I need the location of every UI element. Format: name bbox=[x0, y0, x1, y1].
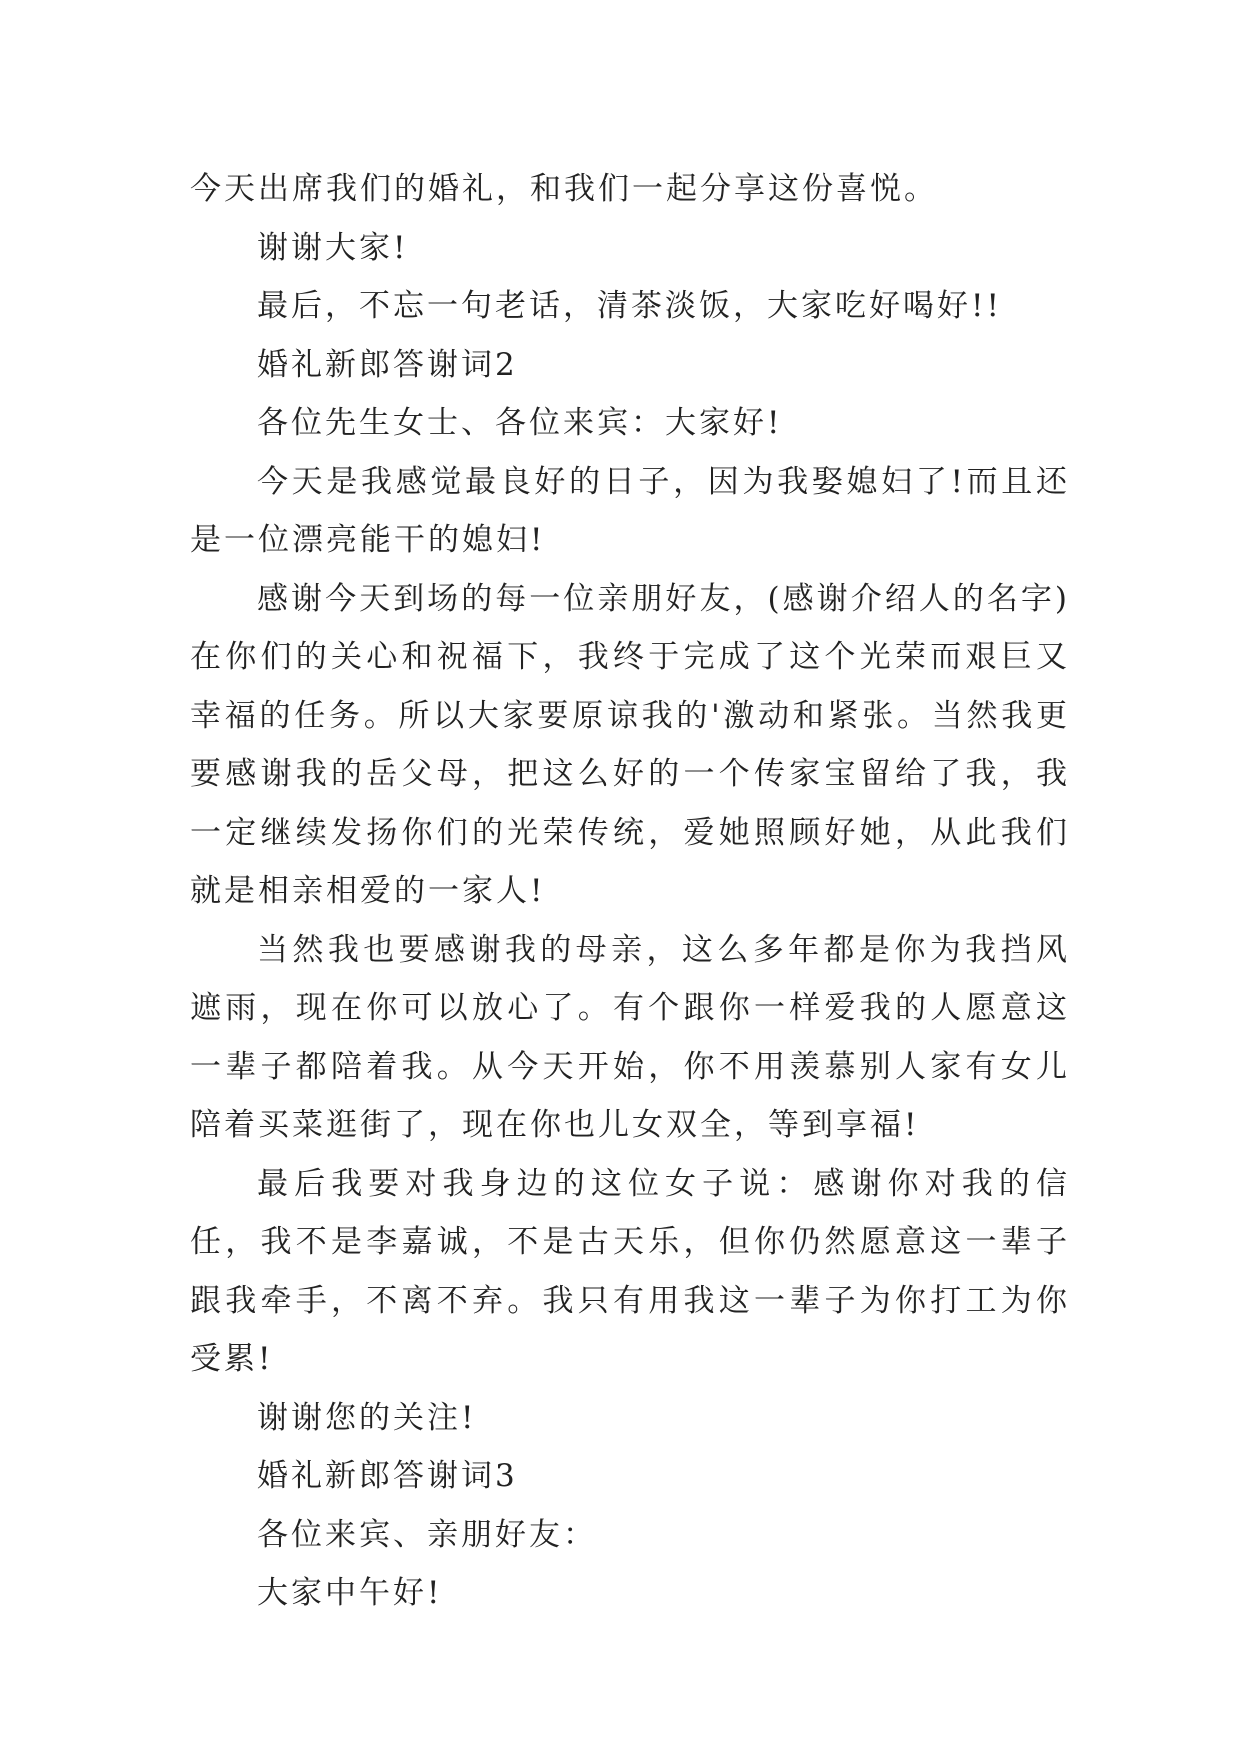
paragraph: 各位来宾、亲朋好友： bbox=[257, 1516, 597, 1553]
section-heading: 婚礼新郎答谢词3 bbox=[257, 1458, 518, 1494]
section-heading: 婚礼新郎答谢词2 bbox=[257, 346, 518, 383]
paragraph: 最后我要对我身边的这位女子说：感谢你对我的信任，我不是李嘉诚，不是古天乐，但你仍然愿意这一辈子跟我牵手，不离不弃。我只有用我这一辈子为你打工为你受累! bbox=[190, 1165, 1070, 1377]
paragraph: 当然我也要感谢我的母亲，这么多年都是你为我挡风遮雨，现在你可以放心了。有个跟你一样爱我的人愿意这一辈子都陪着我。从今天开始，你不用羡慕别人家有女儿陪着买菜逛街了，现在你也儿女双全，等到享福! bbox=[190, 931, 1070, 1143]
paragraph: 感谢今天到场的每一位亲朋好友，(感谢介绍人的名字)在你们的关心和祝福下，我终于完成了这个光荣而艰巨又幸福的任务。所以大家要原谅我的'激动和紧张。当然我更要感谢我的岳父母，把这么好的一个传家宝留给了我，我一定继续发扬你们的光荣传统，爱她照顾好她，从此我们就是相亲相爱的一家人! bbox=[190, 580, 1070, 909]
paragraph: 今天出席我们的婚礼，和我们一起分享这份喜悦。 bbox=[190, 171, 938, 207]
paragraph: 最后，不忘一句老话，清茶淡饭，大家吃好喝好!! bbox=[257, 288, 1002, 324]
document-body bbox=[190, 160, 1070, 1623]
paragraph: 大家中午好! bbox=[257, 1575, 443, 1611]
paragraph: 今天是我感觉最良好的日子，因为我娶媳妇了!而且还是一位漂亮能干的媳妇! bbox=[190, 463, 1070, 558]
paragraph: 各位先生女士、各位来宾：大家好! bbox=[257, 405, 783, 441]
paragraph: 谢谢大家! bbox=[257, 229, 409, 266]
paragraph: 谢谢您的关注! bbox=[257, 1399, 477, 1436]
